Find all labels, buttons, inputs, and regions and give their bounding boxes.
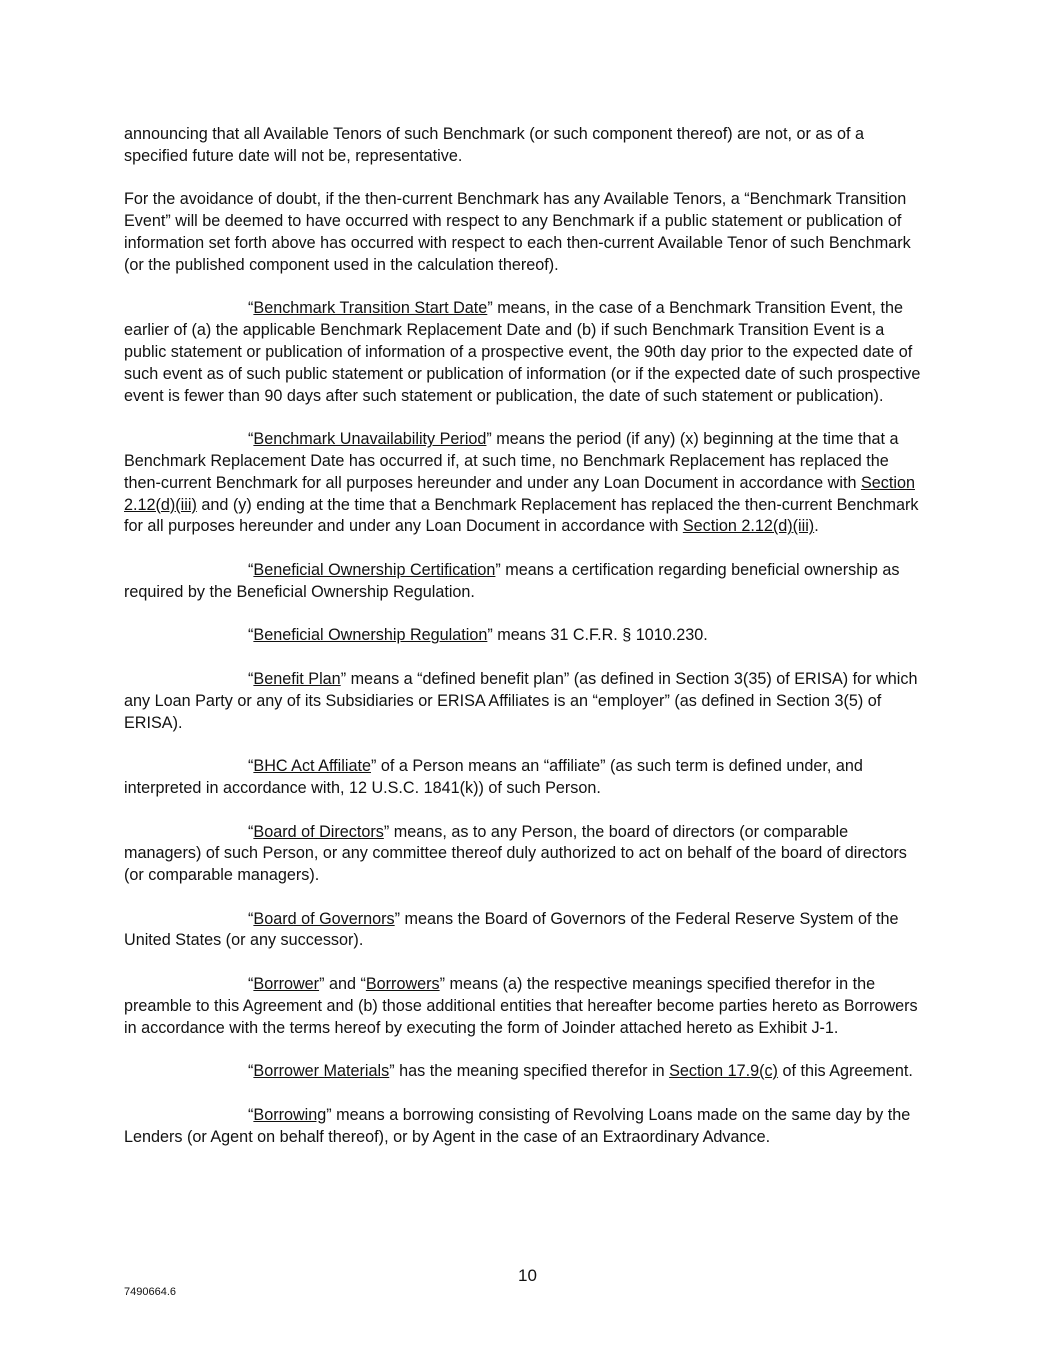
- open-quote: “: [248, 669, 254, 688]
- page-number: 10: [518, 1266, 537, 1285]
- definition-beneficial-ownership-certification: [124, 560, 924, 604]
- definition-text: ” means a borrowing consisting of Revolving Loans made on the same day by the Lenders (or Agent on behalf thereof), or by Agent in the case of an Extraordinary Advance.: [124, 1105, 911, 1146]
- definition-text: ” means a “defined benefit plan” (as defined in Section 3(35) of ERISA) for which any Loan Party or any of its Subsidiaries or ERISA Affiliates is an “employer” (as defined in Section 3(5) of ERISA).: [124, 669, 918, 732]
- defined-term: Benefit Plan: [253, 669, 341, 688]
- open-quote: “: [248, 1105, 254, 1124]
- defined-term: Borrower Materials: [253, 1062, 390, 1081]
- open-quote: “: [248, 430, 254, 449]
- definition-text: ” of a Person means an “affiliate” (as such term is defined under, and interpreted in accordance with, 12 U.S.C. 1841(k)) of such Person.: [124, 757, 863, 797]
- document-id: 7490664.6: [124, 1286, 176, 1298]
- definition-text: of this Agreement.: [777, 1062, 913, 1081]
- open-quote: “: [248, 1062, 254, 1081]
- definition-benchmark-unavailability-period: [124, 429, 924, 538]
- open-quote: “: [248, 560, 254, 579]
- definition-text: ” means the period (if any) (x) beginning at the time that a Benchmark Replacement Date has occurred if, at such time, no Benchmark Replacement has replaced the then-current Benchmark for all purposes hereunder and under any Loan Document in accordance with: [124, 430, 899, 492]
- definition-text: ” means (a) the respective meanings specified therefor in the preamble to this Agreement and (b) those additional entities that hereafter become parties hereto as Borrowers in accordance with the terms hereof by executing the form of Joinder attached hereto as Exhibit J-1.: [124, 975, 918, 1037]
- open-quote: “: [248, 822, 254, 841]
- defined-term: Borrowers: [365, 975, 440, 994]
- definition-borrower-materials: [124, 1061, 924, 1083]
- definition-text: and (y) ending at the time that a Benchmark Replacement has replaced the then-current Benchmark for all purposes hereunder and under any Loan Document in accordance with: [124, 495, 919, 536]
- section-reference: Section 2.12(d)(iii): [682, 517, 815, 536]
- defined-term: Board of Governors: [253, 909, 395, 928]
- defined-term: Benchmark Unavailability Period: [253, 430, 487, 449]
- definition-beneficial-ownership-regulation: [124, 625, 924, 647]
- paragraph-continuation: announcing that all Available Tenors of such Benchmark (or such component thereof) are not, or as of a specified future date will not be, representative.: [124, 125, 864, 165]
- definition-text: ” means, in the case of a Benchmark Transition Event, the earlier of (a) the applicable Benchmark Replacement Date and (b) if such Benchmark Transition Event is a public statement or publication of information of a prospective event, the 90th day prior to the expected date of such event as of such public statement or publication of information (or if the expected date of such prospective event is fewer than 90 days after such statement or publication, the date of such statement or publication).: [124, 299, 921, 405]
- section-reference: Section 2.12(d)(iii): [124, 473, 915, 514]
- defined-term: Beneficial Ownership Certification: [253, 560, 496, 579]
- definition-text: ” has the meaning specified therefor in: [389, 1062, 670, 1081]
- definition-board-of-directors: [124, 822, 924, 887]
- open-quote: “: [248, 757, 254, 776]
- definition-text: .: [814, 517, 819, 536]
- defined-term: Benchmark Transition Start Date: [253, 299, 488, 318]
- definition-text: ” means 31 C.F.R. § 1010.230.: [487, 626, 708, 645]
- defined-term: BHC Act Affiliate: [253, 757, 371, 776]
- paragraph-avoidance-of-doubt: For the avoidance of doubt, if the then-current Benchmark has any Available Tenors, a “Benchmark Transition Event” will be deemed to have occurred with respect to any Benchmark if a public statement or publication of information set forth above has occurred with respect to each then-current Available Tenor of such Benchmark (or the published component used in the calculation thereof).: [124, 190, 911, 274]
- definition-text: ” means a certification regarding beneficial ownership as required by the Beneficial Ownership Regulation.: [124, 560, 900, 601]
- definition-text: ” means, as to any Person, the board of directors (or comparable managers) of such Person, or any committee thereof duly authorized to act on behalf of the board of directors (or comparable managers).: [124, 822, 907, 885]
- definition-text: ” means the Board of Governors of the Federal Reserve System of the United States (or any successor).: [124, 909, 899, 950]
- open-quote: “: [248, 975, 254, 994]
- defined-term: Board of Directors: [253, 822, 384, 841]
- definition-bhc-act-affiliate: [124, 756, 924, 800]
- definition-borrower: [124, 974, 924, 1039]
- open-quote: “: [248, 299, 254, 318]
- defined-term: Beneficial Ownership Regulation: [253, 626, 488, 645]
- open-quote: “: [248, 626, 254, 645]
- definition-benchmark-transition-start-date: [124, 298, 924, 407]
- definition-borrowing: [124, 1105, 924, 1149]
- definition-text: ” and “: [319, 975, 366, 994]
- document-body: [124, 124, 924, 1170]
- defined-term: Borrowing: [253, 1105, 327, 1124]
- definition-board-of-governors: [124, 909, 924, 953]
- defined-term: Borrower: [253, 975, 320, 994]
- open-quote: “: [248, 909, 254, 928]
- definition-benefit-plan: [124, 669, 924, 734]
- section-reference: Section 17.9(c): [669, 1062, 778, 1081]
